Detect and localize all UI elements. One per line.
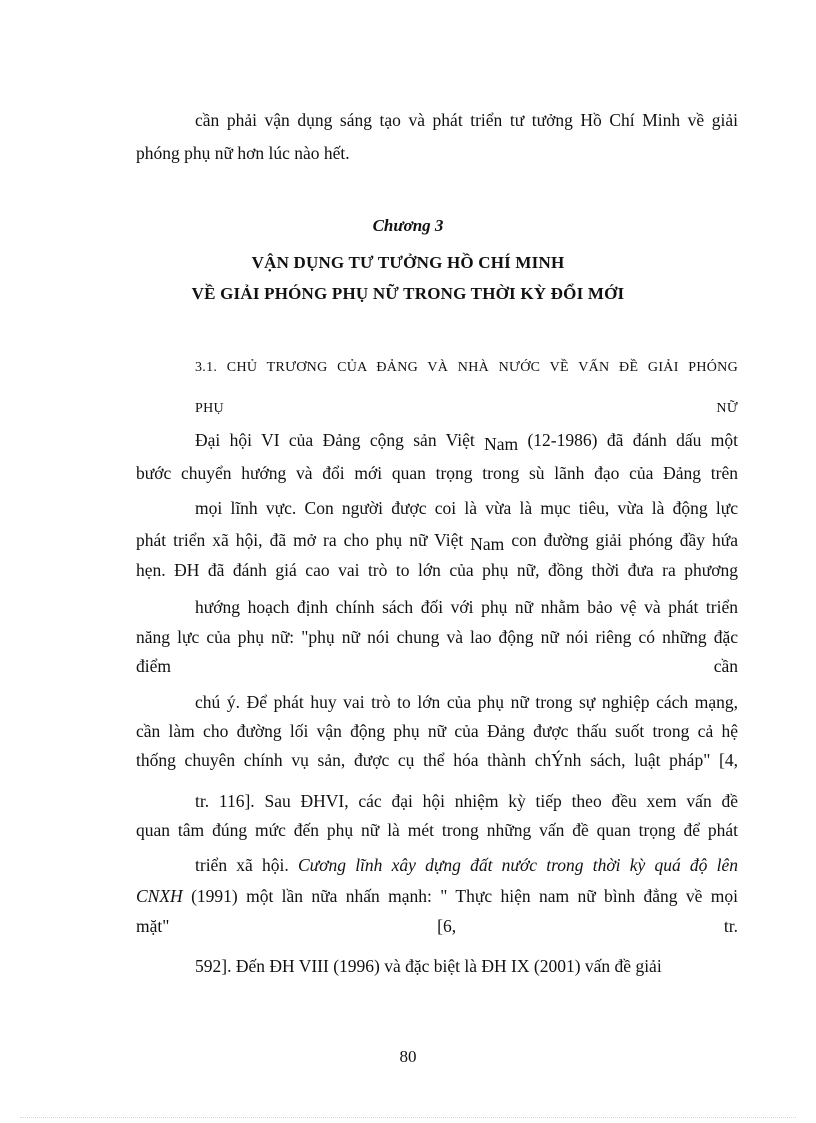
body-text-lowered: Nam	[470, 534, 505, 554]
body-line-15	[136, 884, 738, 908]
intro-line-2: phóng phụ nữ hơn lúc nào hết.	[136, 143, 350, 163]
body-text: con đường giải phóng đầy hứa	[511, 530, 738, 550]
body-line-10: cần làm cho đường lối vận động phụ nữ của Đảng được thấu suốt trong cả hệ	[136, 721, 738, 741]
body-line-16	[136, 914, 738, 938]
body-line-4	[136, 528, 738, 552]
body-line-14	[195, 853, 738, 877]
body-line-5: hẹn. ĐH đã đánh giá cao vai trò to lớn của phụ nữ, đồng thời đưa ra phương	[136, 560, 738, 580]
body-text: tr.	[723, 916, 738, 936]
body-text: (1991) một lần nữa nhấn mạnh: " Thực hiện nam nữ bình đẳng về mọi	[191, 886, 739, 906]
body-line-9: chú ý. Để phát huy vai trò to lớn của phụ nữ trong sự nghiệp cách mạng,	[195, 692, 738, 712]
body-line-2: bước chuyển hướng và đổi mới quan trọng trong sù lãnh đạo của Đảng trên	[136, 463, 738, 483]
body-text: triển xã hội.	[195, 855, 289, 875]
body-text: điểm	[136, 656, 171, 676]
body-text: (12-1986) đã đánh dấu một	[527, 430, 738, 450]
body-line-1	[195, 428, 738, 452]
chapter-title-line-1: VẬN DỤNG TƯ TƯỞNG HỒ CHÍ MINH	[251, 253, 565, 272]
body-text: phát triển xã hội, đã mở ra cho phụ nữ Việt	[136, 530, 464, 550]
body-text-italic: CNXH	[136, 886, 183, 906]
body-line-11: thống chuyên chính vụ sản, được cụ thể hóa thành chÝnh sách, luật pháp" [4,	[136, 750, 738, 770]
section-heading-word-left: PHỤ	[195, 401, 224, 416]
body-text: mặt"	[136, 916, 170, 936]
chapter-label: Chương 3	[372, 216, 444, 235]
section-heading-line-2	[195, 397, 738, 421]
citation-text: [6,	[437, 916, 457, 936]
page-number: 80	[399, 1047, 417, 1066]
intro-line-1: cần phải vận dụng sáng tạo và phát triển tư tưởng Hồ Chí Minh về giải	[195, 110, 738, 130]
body-line-7: năng lực của phụ nữ: "phụ nữ nói chung và lao động nữ nói riêng có những đặc	[136, 627, 738, 647]
body-line-6: hướng hoạch định chính sách đối với phụ nữ nhằm bảo vệ và phát triển	[195, 597, 738, 617]
body-text-lowered: Nam	[484, 434, 519, 454]
body-line-8	[136, 654, 738, 678]
body-line-17: 592]. Đến ĐH VIII (1996) và đặc biệt là ĐH IX (2001) vấn đề giải	[195, 956, 662, 976]
body-line-12: tr. 116]. Sau ĐHVI, các đại hội nhiệm kỳ tiếp theo đều xem vấn đề	[195, 791, 738, 811]
body-line-3: mọi lĩnh vực. Con người được coi là vừa là mục tiêu, vừa là động lực	[195, 498, 738, 518]
body-line-13: quan tâm đúng mức đến phụ nữ là mét trong những vấn đề quan trọng để phát	[136, 820, 738, 840]
chapter-title-line-2: VỀ GIẢI PHÓNG PHỤ NỮ TRONG THỜI KỲ ĐỔI MỚI	[191, 284, 625, 303]
section-heading-line-1: 3.1. CHỦ TRƯƠNG CỦA ĐẢNG VÀ NHÀ NƯỚC VỀ VẤN ĐỀ GIẢI PHÓNG	[195, 360, 738, 375]
body-text: cần	[713, 656, 738, 676]
page-bottom-border	[20, 1117, 796, 1118]
section-heading-word-right: NỮ	[716, 401, 738, 416]
body-text-italic: Cương lĩnh xây dựng đất nước trong thời kỳ quá độ lên	[297, 855, 739, 875]
body-text: Đại hội VI của Đảng cộng sản Việt	[195, 430, 475, 450]
